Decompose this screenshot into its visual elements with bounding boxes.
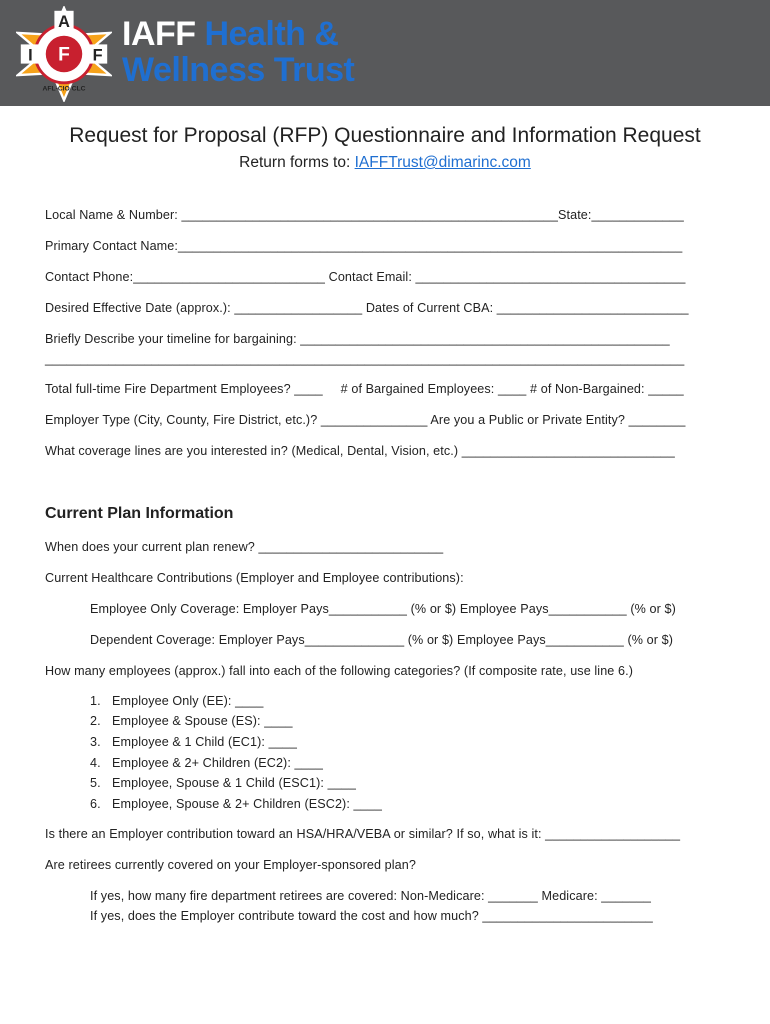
logo-band-text: AFL-CIO CLC <box>42 85 86 93</box>
brand-iaff: IAFF <box>122 15 196 53</box>
employee-only-coverage-field[interactable]: Employee Only Coverage: Employer Pays___________ (% or $) Employee Pays___________ (% or $) <box>90 602 676 616</box>
coverage-lines-field[interactable]: What coverage lines are you interested in? (Medical, Dental, Vision, etc.) ______________________________ <box>45 444 675 458</box>
list-item-text: Employee, Spouse & 2+ Children (ESC2): ____ <box>112 797 382 811</box>
list-item-text: Employee & 1 Child (EC1): ____ <box>112 735 298 749</box>
contributions-label: Current Healthcare Contributions (Employer and Employee contributions): <box>45 571 464 585</box>
logo-letter-top: A <box>58 13 70 32</box>
logo-letter-center: F <box>58 44 70 66</box>
list-item[interactable] <box>90 714 293 728</box>
brand-name <box>122 16 354 88</box>
list-item-text: Employee Only (EE): ____ <box>112 694 264 708</box>
list-item-text: Employee & Spouse (ES): ____ <box>112 714 293 728</box>
primary-contact-field[interactable]: Primary Contact Name:_______________________________________________________________________ <box>45 239 683 253</box>
list-item-text: Employee, Spouse & 1 Child (ESC1): ____ <box>112 776 357 790</box>
list-item[interactable] <box>90 756 323 770</box>
logo-letter-left: I <box>28 46 33 65</box>
list-item[interactable] <box>90 694 264 708</box>
local-name-field[interactable]: Local Name & Number: _____________________________________________________State:_____________ <box>45 208 684 222</box>
employer-type-field[interactable]: Employer Type (City, County, Fire District, etc.)? _______________ Are you a Public or Private Entity? ________ <box>45 413 686 427</box>
retirees-count-field[interactable]: If yes, how many fire department retirees are covered: Non-Medicare: _______ Medicare: _______ <box>90 889 652 903</box>
logo-letter-right: F <box>92 46 103 65</box>
return-forms-line <box>0 154 770 172</box>
retirees-covered-question: Are retirees currently covered on your Employer-sponsored plan? <box>45 858 416 872</box>
list-item-text: Employee & 2+ Children (EC2): ____ <box>112 756 323 770</box>
employee-counts-field[interactable]: Total full-time Fire Department Employees? ____ # of Bargained Employees: ____ # of Non-Bargained: _____ <box>45 382 684 396</box>
list-item-number: 1. <box>90 694 101 708</box>
bargaining-timeline-continued[interactable]: __________________________________________________________________________________________ <box>45 352 685 366</box>
dependent-coverage-field[interactable]: Dependent Coverage: Employer Pays______________ (% or $) Employee Pays___________ (% or $) <box>90 633 674 647</box>
header-bar <box>0 0 770 106</box>
hsa-contribution-field[interactable]: Is there an Employer contribution toward an HSA/HRA/VEBA or similar? If so, what is it: ___________________ <box>45 827 681 841</box>
plan-renew-field[interactable]: When does your current plan renew? __________________________ <box>45 540 444 554</box>
section-heading-current-plan: Current Plan Information <box>45 505 234 522</box>
list-item-number: 3. <box>90 735 101 749</box>
list-item[interactable] <box>90 735 297 749</box>
list-item[interactable] <box>90 797 382 811</box>
bargaining-timeline-field[interactable]: Briefly Describe your timeline for bargaining: ____________________________________________________ <box>45 332 670 346</box>
list-item[interactable] <box>90 776 356 790</box>
contact-phone-email-field[interactable]: Contact Phone:___________________________ Contact Email: ______________________________________ <box>45 270 686 284</box>
brand-health: Health & <box>204 15 339 53</box>
page-title: Request for Proposal (RFP) Questionnaire and Information Request <box>69 124 701 147</box>
iaff-logo-icon <box>16 6 112 102</box>
retirees-cost-field[interactable]: If yes, does the Employer contribute toward the cost and how much? ________________________ <box>90 909 653 923</box>
effective-date-cba-field[interactable]: Desired Effective Date (approx.): __________________ Dates of Current CBA: ___________________________ <box>45 301 689 315</box>
list-item-number: 2. <box>90 714 101 728</box>
return-forms-label: Return forms to: <box>239 154 355 171</box>
employee-categories-question: How many employees (approx.) fall into each of the following categories? (If composite rate, use line 6.) <box>45 664 633 678</box>
brand-wellness-trust: Wellness Trust <box>122 51 355 89</box>
list-item-number: 4. <box>90 756 101 770</box>
list-item-number: 6. <box>90 797 101 811</box>
return-email-link[interactable]: IAFFTrust@dimarinc.com <box>354 154 531 171</box>
list-item-number: 5. <box>90 776 101 790</box>
